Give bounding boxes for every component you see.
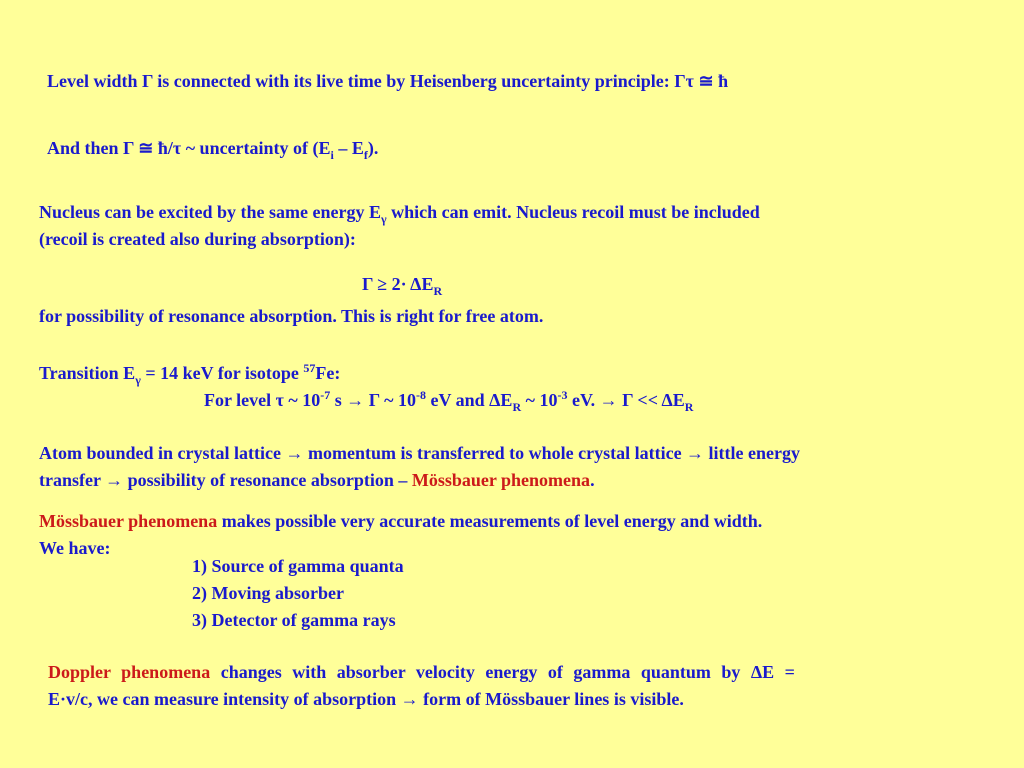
doppler-paragraph — [48, 659, 953, 713]
heisenberg-line — [47, 70, 728, 92]
mossbauer-phenomena-term: Mössbauer phenomena — [411, 470, 591, 490]
subscript-r-2: R — [684, 400, 694, 414]
mossbauer-term: Mössbauer phenomena — [39, 511, 218, 531]
level-part-1: For level τ ~ 10 — [204, 390, 321, 410]
list-item — [192, 582, 344, 604]
transition-line — [39, 361, 341, 387]
doppler-term: Doppler phenomena — [48, 662, 211, 682]
level-part-3: eV and ΔE — [425, 390, 513, 410]
doppler-text-2: E·v/c, we can measure intensity of absorption → form of Mössbauer lines is visible. — [48, 689, 684, 709]
uncertainty-prefix: And then Γ ≅ ħ/τ ~ uncertainty of (E — [47, 138, 331, 158]
transition-suffix: Fe: — [315, 363, 341, 383]
nucleus-suffix: which can emit. Nucleus recoil must be included — [386, 202, 760, 222]
atom-text-2: transfer → possibility of resonance absorption – — [39, 470, 412, 490]
level-part-4: ~ 10 — [521, 390, 558, 410]
subscript-r-1: R — [512, 400, 522, 414]
subscript-r: R — [433, 284, 443, 298]
subscript-gamma-transition: γ — [135, 373, 141, 387]
list-item — [192, 609, 396, 631]
list-item-3: 3) Detector of gamma rays — [192, 610, 396, 630]
we-have-line — [39, 537, 111, 559]
resonance-formula — [362, 273, 443, 298]
transition-prefix: Transition E — [39, 363, 136, 383]
subscript-i: i — [330, 148, 334, 162]
nucleus-line-1 — [39, 201, 760, 226]
mossbauer-line — [39, 510, 762, 532]
atom-line-2 — [39, 469, 595, 491]
uncertainty-suffix: ). — [367, 138, 379, 158]
heisenberg-text: Level width Γ is connected with its live time by Heisenberg uncertainty principle: Γτ ≅ ħ — [47, 71, 729, 91]
atom-text-1: Atom bounded in crystal lattice → momentum is transferred to whole crystal lattice → little energy — [39, 443, 801, 463]
nucleus-prefix: Nucleus can be excited by the same energy E — [39, 202, 381, 222]
transition-middle: = 14 keV for isotope — [140, 363, 304, 383]
doppler-text-1: changes with absorber velocity energy of gamma quantum by ΔE = — [210, 662, 795, 682]
superscript-57: 57 — [303, 361, 316, 375]
uncertainty-line — [47, 137, 379, 162]
mossbauer-text: makes possible very accurate measurements of level energy and width. — [217, 511, 763, 531]
atom-line-1 — [39, 442, 800, 464]
superscript-minus-8: -8 — [415, 388, 426, 402]
formula-text: Γ ≥ 2· ΔE — [362, 274, 434, 294]
nucleus-line-2 — [39, 228, 356, 250]
subscript-gamma: γ — [380, 212, 387, 226]
atom-line-end: . — [590, 470, 595, 490]
list-item — [192, 555, 404, 577]
uncertainty-dash: – E — [333, 138, 364, 158]
level-line — [204, 388, 694, 414]
free-atom-text: for possibility of resonance absorption. This is right for free atom. — [39, 306, 544, 326]
list-item-1: 1) Source of gamma quanta — [192, 556, 404, 576]
subscript-f: f — [363, 148, 368, 162]
superscript-minus-3: -3 — [557, 388, 568, 402]
recoil-text: (recoil is created also during absorption): — [39, 229, 356, 249]
level-part-2: s → Γ ~ 10 — [330, 390, 416, 410]
level-part-5: eV. → Γ << ΔE — [567, 390, 685, 410]
superscript-minus-7: -7 — [320, 388, 331, 402]
list-item-2: 2) Moving absorber — [192, 583, 344, 603]
we-have-text: We have: — [39, 538, 111, 558]
free-atom-line — [39, 305, 543, 327]
